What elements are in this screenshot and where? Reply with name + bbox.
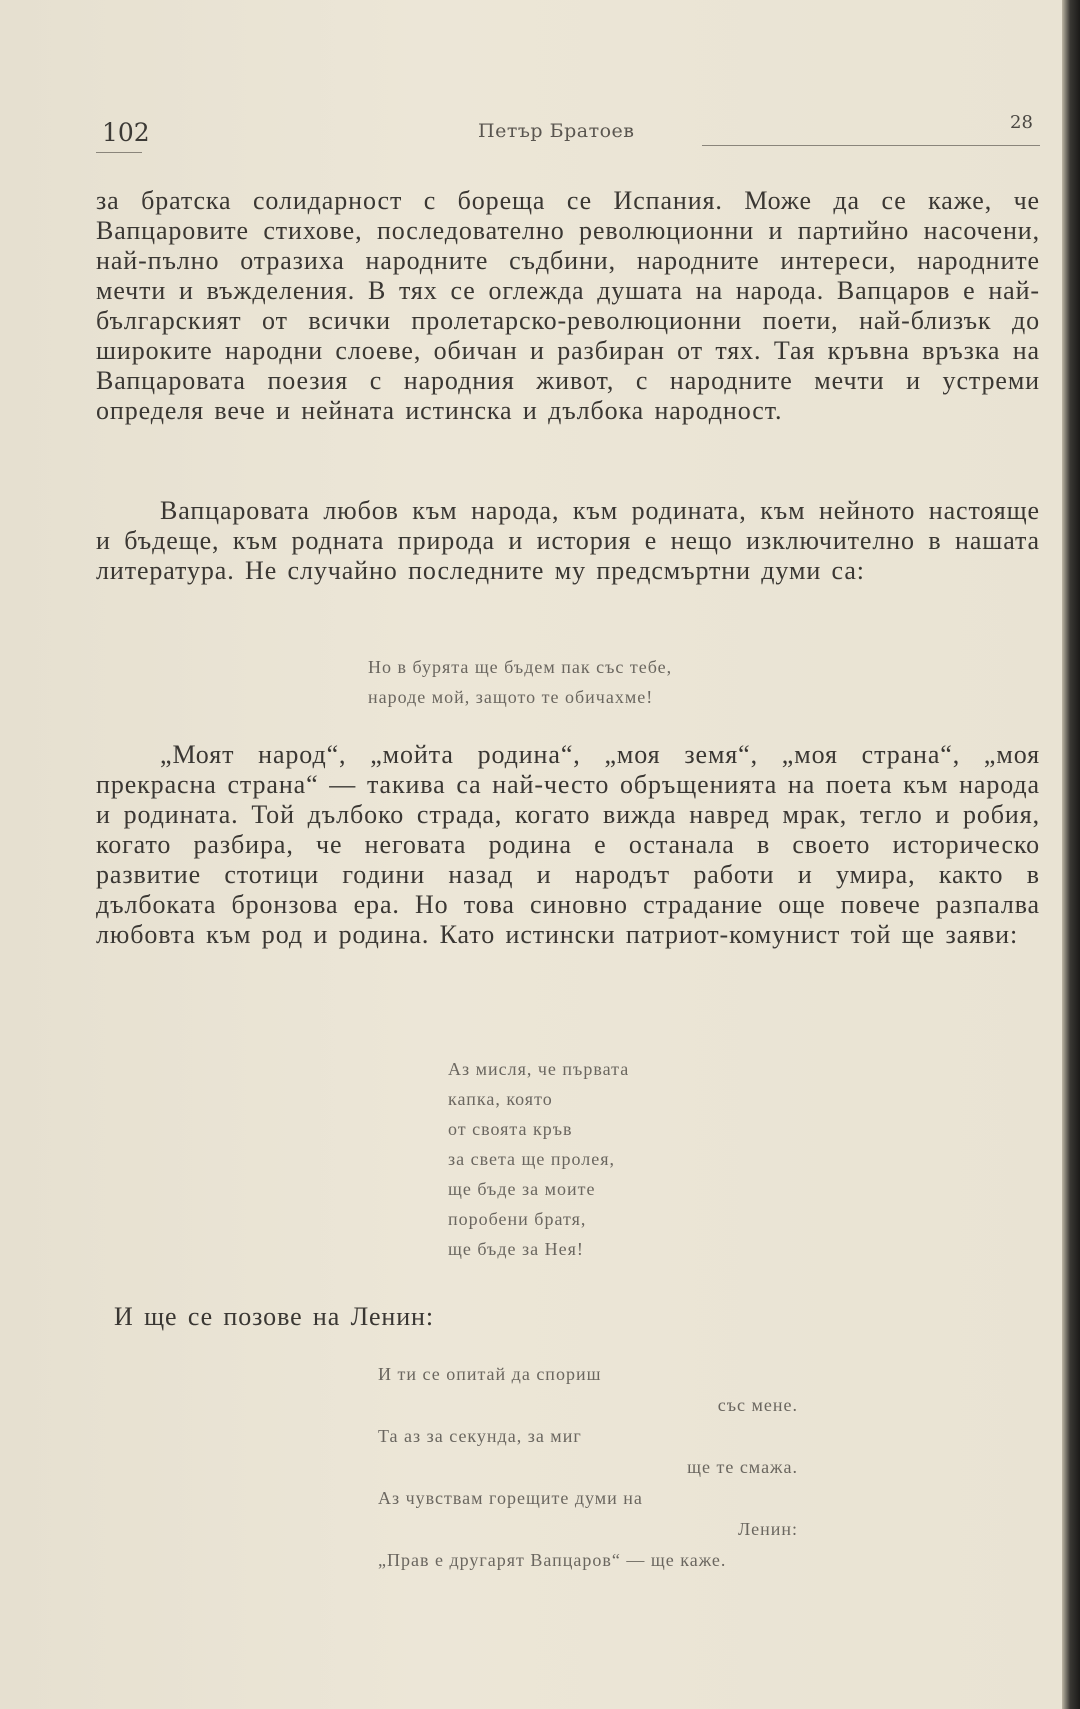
page-number: 102 <box>102 118 150 147</box>
verse-line: И ти се опитай да спориш <box>378 1364 602 1384</box>
verse-line: със мене. <box>717 1395 798 1415</box>
paragraph-text: „Моят народ“, „мойта родина“, „моя земя“, „моя страна“, „моя прекрасна страна“ — такива са най-често обръщенията на поета към народа и родината. Той дълбоко страда, когато вижда навред мрак, тегло и робия, когато разбира, че неговата родина е останала в своето историческо развитие стотици години назад и народът работи и умира, както в дълбоката бронзова ера. Но това синовно страдание още повече разпалва любовта към род и родина. Като истински патриот-комунист той ще заяви: <box>96 740 1040 949</box>
verse-line: народе мой, защото те обичахме! <box>368 687 654 707</box>
verse-line: Аз чувствам горещите думи на <box>378 1488 643 1508</box>
verse-line: „Прав е другарят Вапцаров“ — ще каже. <box>378 1550 727 1570</box>
verse-line: Аз мисля, че първата <box>448 1059 630 1079</box>
verse-line: Ленин: <box>738 1519 798 1539</box>
verse-line: поробени братя, <box>448 1209 587 1229</box>
verse-line: за света ще пролея, <box>448 1149 616 1169</box>
paragraph-text: Вапцаровата любов към народа, към родината, към нейното настояще и бъдеще, към родната природа и история е нещо изключително в нашата литература. Не случайно последните му предсмъртни думи са: <box>96 496 1040 585</box>
page-header <box>96 112 1036 152</box>
header-rule-right <box>702 145 1040 146</box>
paragraph-1 <box>96 186 1040 426</box>
paragraph-3 <box>96 740 1040 950</box>
verse-line: Но в бурята ще бъдем пак със тебе, <box>368 657 673 677</box>
verse-line: от своята кръв <box>448 1119 573 1139</box>
paragraph-4 <box>96 1302 1040 1332</box>
verse-line: ще те смажа. <box>687 1457 798 1477</box>
paragraph-text: И ще се позове на Ленин: <box>114 1302 434 1331</box>
verse-quote-3 <box>378 1359 798 1576</box>
verse-line: ще бъде за моите <box>448 1179 596 1199</box>
sheet-number: 28 <box>1010 112 1033 133</box>
book-spine-edge <box>1062 0 1080 1709</box>
paragraph-2 <box>96 496 1040 586</box>
verse-line: ще бъде за Нея! <box>448 1239 584 1259</box>
header-rule-left <box>96 152 142 153</box>
verse-line: капка, която <box>448 1089 553 1109</box>
verse-line: Та аз за секунда, за миг <box>378 1426 582 1446</box>
paragraph-text: за братска солидарност с бореща се Испания. Може да се каже, че Вапцаровите стихове, последователно революционни и партийно насочени, най-пълно отразиха народните съдбини, народните интереси, народните мечти и въжделения. В тях се оглежда душата на народа. Вапцаров е най-българският от всички пролетарско-революционни поети, най-близък до широките народни слоеве, обичан и разбиран от тях. Тая кръвна връзка на Вапцаровата поезия с народния живот, с народните мечти и устреми определя вече и нейната истинска и дълбока народност. <box>96 186 1040 425</box>
verse-quote-1 <box>368 652 672 712</box>
verse-quote-2 <box>448 1054 629 1264</box>
running-title: Петър Братоев <box>478 120 635 142</box>
